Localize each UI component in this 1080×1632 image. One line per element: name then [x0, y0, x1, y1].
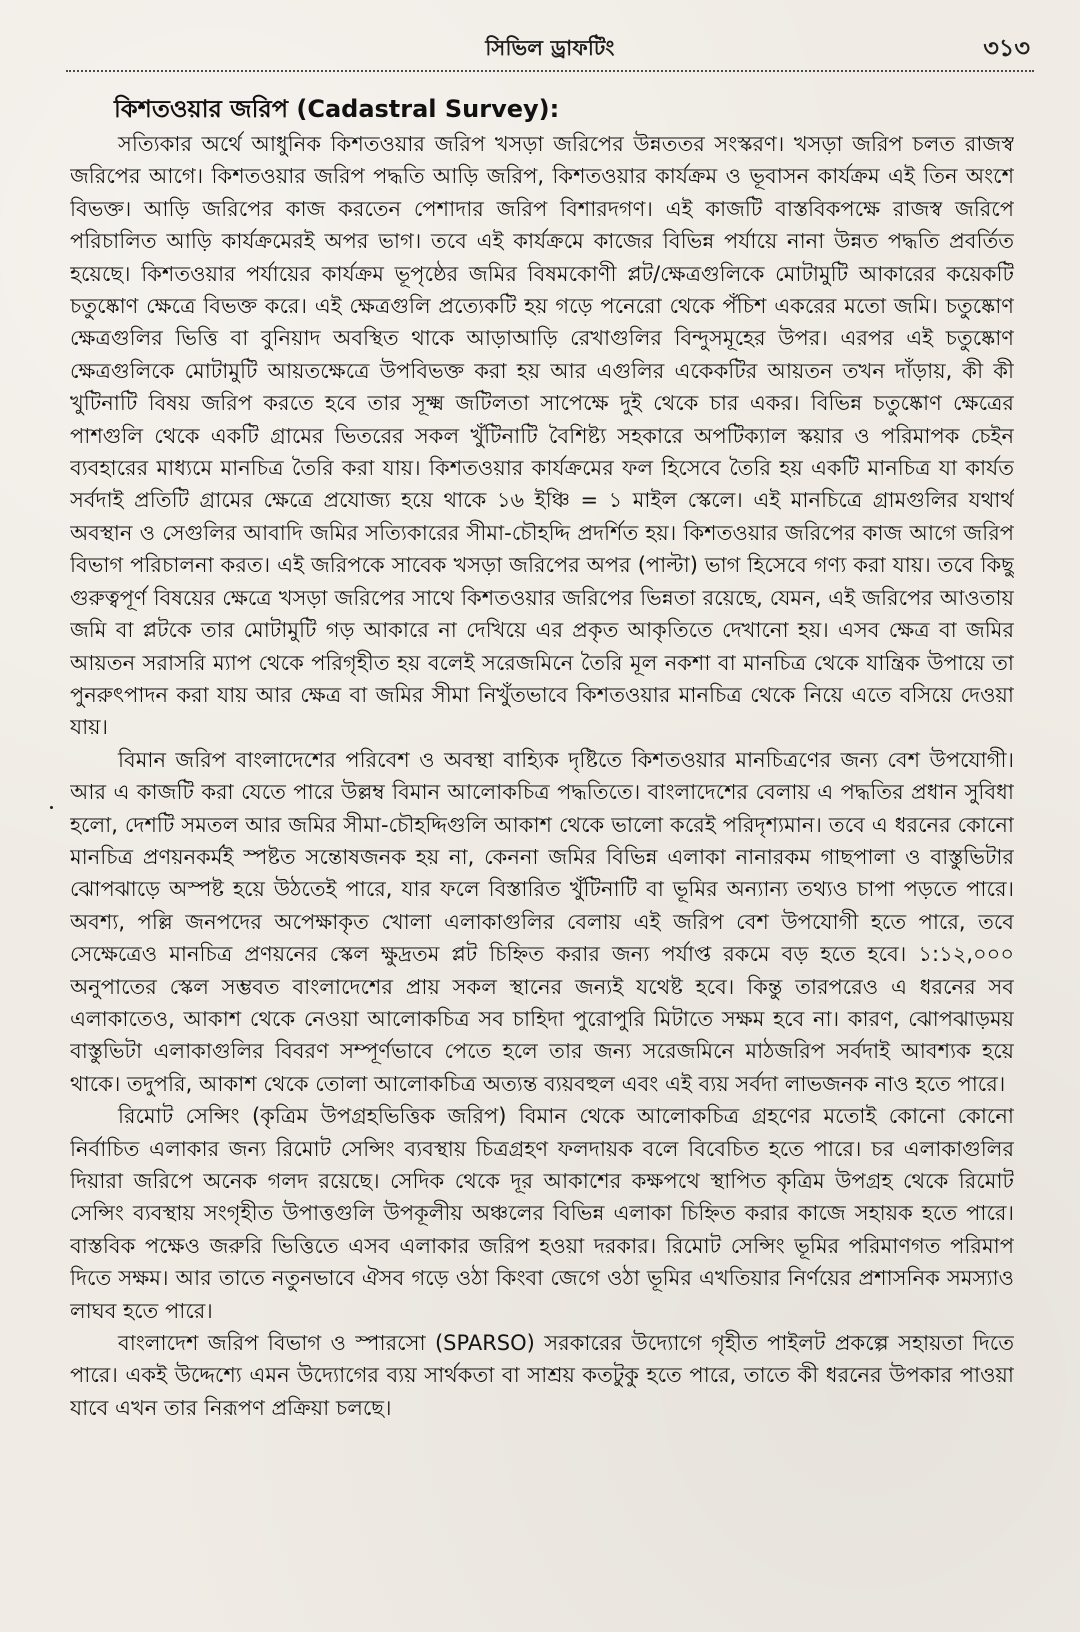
margin-dot — [50, 806, 53, 809]
paragraph-sparso: বাংলাদেশ জরিপ বিভাগ ও স্পারসো (SPARSO) সরকারের উদ্যোগে গৃহীত পাইলট প্রকল্পে সহায়তা দিতে পারে। একই উদ্দেশ্যে এমন উদ্যোগের ব্যয় সার্থকতা বা সাশ্রয় কতটুকু হতে পারে, তাতে কী ধরনের উপকার পাওয়া যাবে এখন তার নিরূপণ প্রক্রিয়া চলছে। — [70, 1331, 1014, 1420]
main-content — [70, 94, 1014, 1614]
paragraph-aerial-survey: বিমান জরিপ বাংলাদেশের পরিবেশ ও অবস্থা বাহ্যিক দৃষ্টিতে কিশতওয়ার মানচিত্রণের জন্য বেশ উপযোগী। আর এ কাজটি করা যেতে পারে উল্লম্ব বিমান আলোকচিত্র পদ্ধতিতে। বাংলাদেশের বেলায় এ পদ্ধতির প্রধান সুবিধা হলো, দেশটি সমতল আর জমির সীমা-চৌহদ্দিগুলি আকাশ থেকে ভালো করেই পরিদৃশ্যমান। তবে এ ধরনের কোনো মানচিত্র প্রণয়নকর্মই স্পষ্টত সন্তোষজনক হয় না, কেননা জমির বিভিন্ন এলাকা নানারকম গাছপালা ও বাস্তুভিটার ঝোপঝাড়ে অস্পষ্ট হয়ে উঠতেই পারে, যার ফলে বিস্তারিত খুঁটিনাটি বা ভূমির অন্যান্য তথ্যও চাপা পড়তে পারে। অবশ্য, পল্লি জনপদের অপেক্ষাকৃত খোলা এলাকাগুলির বেলায় এই জরিপ বেশ উপযোগী হতে পারে, তবে সেক্ষেত্রেও মানচিত্র প্রণয়নের স্কেল ক্ষুদ্রতম প্লট চিহ্নিত করার জন্য পর্যাপ্ত রকমে বড় হতে হবে। ১:১২,০০০ অনুপাতের স্কেল সম্ভবত বাংলাদেশের প্রায় সকল স্থানের জন্যই যথেষ্ট হবে। কিন্তু তারপরেও এ ধরনের সব এলাকাতেও, আকাশ থেকে নেওয়া আলোকচিত্র সব চাহিদা পুরোপুরি মিটাতে সক্ষম হবে না। কারণ, ঝোপঝাড়ময় বাস্তুভিটা এলাকাগুলির বিবরণ সম্পূর্ণভাবে পেতে হলে তার জন্য সরেজমিনে মাঠজরিপ সর্বদাই আবশ্যক হয়ে থাকে। তদুপরি, আকাশ থেকে তোলা আলোকচিত্র অত্যন্ত ব্যয়বহুল এবং এই ব্যয় সর্বদা লাভজনক নাও হতে পারে। — [70, 747, 1014, 1096]
section-heading: কিশতওয়ার জরিপ (Cadastral Survey): — [114, 95, 560, 123]
paragraph-remote-sensing: রিমোট সেন্সিং (কৃত্রিম উপগ্রহভিত্তিক জরিপ) বিমান থেকে আলোকচিত্র গ্রহণের মতোই কোনো কোনো নির্বাচিত এলাকার জন্য রিমোট সেন্সিং ব্যবস্থায় চিত্রগ্রহণ ফলদায়ক বলে বিবেচিত হতে পারে। চর এলাকাগুলির দিয়ারা জরিপে অনেক গলদ রয়েছে। সেদিক থেকে দূর আকাশের কক্ষপথে স্থাপিত কৃত্রিম উপগ্রহ থেকে রিমোট সেন্সিং ব্যবস্থায় সংগৃহীত উপাত্তগুলি উপকূলীয় অঞ্চলের বিভিন্ন এলাকা চিহ্নিত করার কাজে সহায়ক হতে পারে। বাস্তবিক পক্ষেও জরুরি ভিত্তিতে এসব এলাকার জরিপ হওয়া দরকার। রিমোট সেন্সিং ভূমির পরিমাণগত পরিমাপ দিতে সক্ষম। আর তাতে নতুনভাবে ঐসব গড়ে ওঠা কিংবা জেগে ওঠা ভূমির এখতিয়ার নির্ণয়ের প্রশাসনিক সমস্যাও লাঘব হতে পারে। — [70, 1104, 1014, 1323]
page-header — [66, 26, 1034, 72]
paragraph-cadastral-survey: সত্যিকার অর্থে আধুনিক কিশতওয়ার জরিপ খসড়া জরিপের উন্নততর সংস্করণ। খসড়া জরিপ চলত রাজস্ব জরিপের আগে। কিশতওয়ার জরিপ পদ্ধতি আড়ি জরিপ, কিশতওয়ার কার্যক্রম ও ভূবাসন কার্যক্রম এই তিন অংশে বিভক্ত। আড়ি জরিপের কাজ করতেন পেশাদার জরিপ বিশারদগণ। এই কাজটি বাস্তবিকপক্ষে রাজস্ব জরিপে পরিচালিত আড়ি কার্যক্রমেরই অপর ভাগ। তবে এই কার্যক্রমে কাজের বিভিন্ন পর্যায়ে নানা উন্নত পদ্ধতি প্রবর্তিত হয়েছে। কিশতওয়ার পর্যায়ের কার্যক্রম ভূপৃষ্ঠের জমির বিষমকোণী প্লট/ক্ষেত্রগুলিকে মোটামুটি আকারের কয়েকটি চতুষ্কোণ ক্ষেত্রে বিভক্ত করে। এই ক্ষেত্রগুলি প্রত্যেকটি হয় গড়ে পনেরো থেকে পঁচিশ একরের মতো জমি। চতুষ্কোণ ক্ষেত্রগুলির ভিত্তি বা বুনিয়াদ অবস্থিত থাকে আড়াআড়ি রেখাগুলির বিন্দুসমূহের উপর। এরপর এই চতুষ্কোণ ক্ষেত্রগুলিকে মোটামুটি আয়তক্ষেত্রে উপবিভক্ত করা হয় আর এগুলির একেকটির আয়তন তখন দাঁড়ায়, কী কী খুটিনাটি বিষয় জরিপ করতে হবে তার সূক্ষ্ম জটিলতা সাপেক্ষে দুই থেকে চার একর। বিভিন্ন চতুষ্কোণ ক্ষেত্রের পাশগুলি থেকে একটি গ্রামের ভিতরের সকল খুঁটিনাটি বৈশিষ্ট্য সহকারে অপটিক্যাল স্কয়ার ও পরিমাপক চেইন ব্যবহারের মাধ্যমে মানচিত্র তৈরি করা যায়। কিশতওয়ার কার্যক্রমের ফল হিসেবে তৈরি হয় একটি মানচিত্র যা কার্যত সর্বদাই প্রতিটি গ্রামের ক্ষেত্রে প্রযোজ্য হয়ে থাকে ১৬ ইঞ্চি = ১ মাইল স্কেলে। এই মানচিত্রে গ্রামগুলির যথার্থ অবস্থান ও সেগুলির আবাদি জমির সত্যিকারের সীমা-চৌহদ্দি প্রদর্শিত হয়। কিশতওয়ার জরিপের কাজ আগে জরিপ বিভাগ পরিচালনা করত। এই জরিপকে সাবেক খসড়া জরিপের অপর (পাল্টা) ভাগ হিসেবে গণ্য করা যায়। তবে কিছু গুরুত্বপূর্ণ বিষয়ের ক্ষেত্রে খসড়া জরিপের সাথে কিশতওয়ার জরিপের ভিন্নতা রয়েছে, যেমন, এই জরিপের আওতায় জমি বা প্লটকে তার মোটামুটি গড় আকারে না দেখিয়ে এর প্রকৃত আকৃতিতে দেখানো হয়। এসব ক্ষেত্র বা জমির আয়তন সরাসরি ম্যাপ থেকে পরিগৃহীত হয় বলেই সরেজমিনে তৈরি মূল নকশা বা মানচিত্র থেকে যান্ত্রিক উপায়ে তা পুনরুৎপাদন করা যায় আর ক্ষেত্র বা জমির সীমা নিখুঁতভাবে কিশতওয়ার মানচিত্র থেকে নিয়ে এতে বসিয়ে দেওয়া যায়। — [70, 132, 1014, 740]
page-number: ৩১৩ — [983, 34, 1030, 62]
running-title: সিভিল ড্রাফটিং — [485, 36, 615, 60]
